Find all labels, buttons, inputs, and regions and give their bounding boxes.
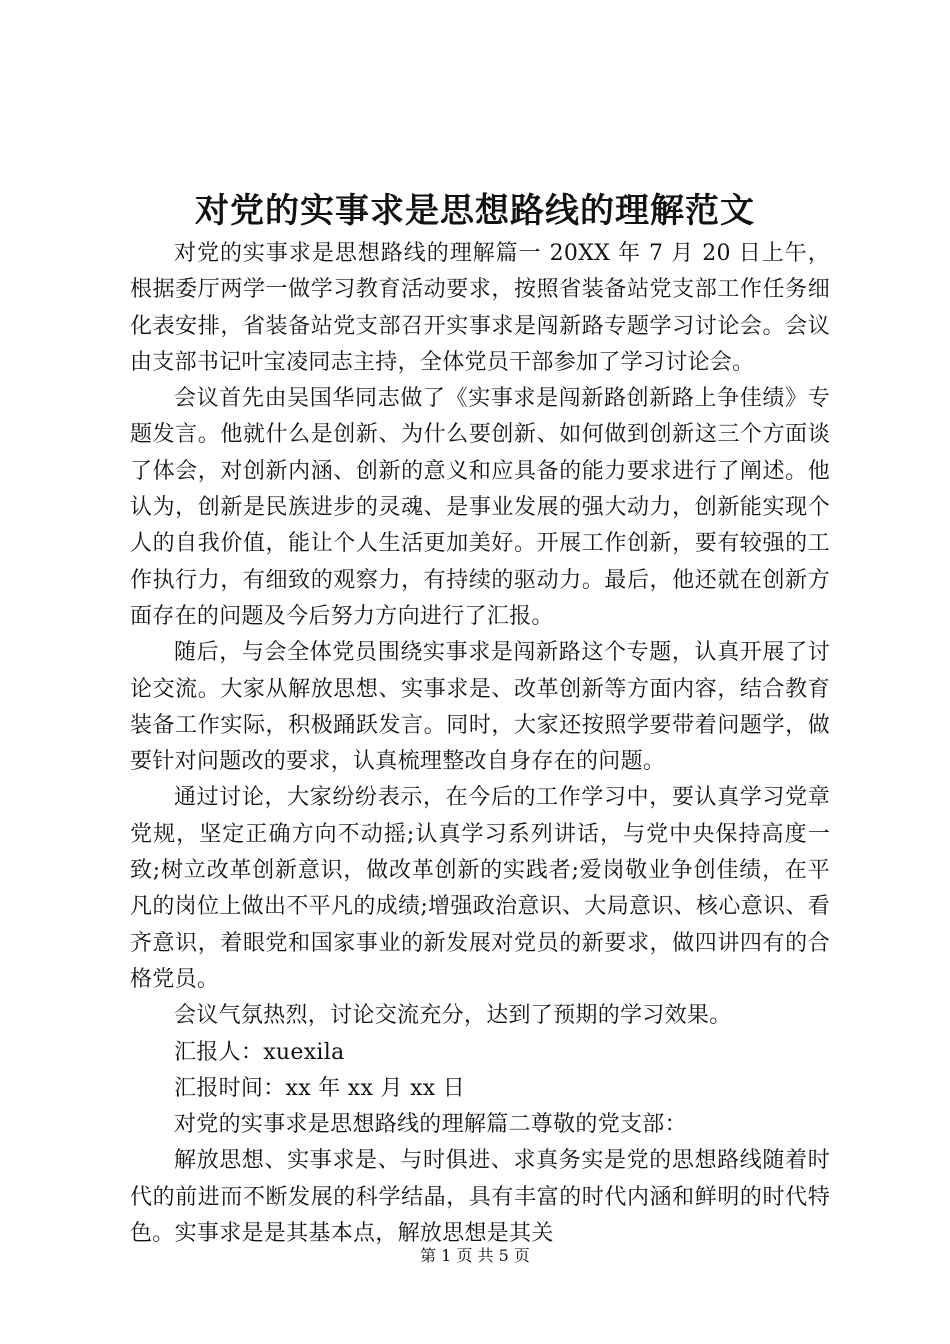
paragraph-1: 对党的实事求是思想路线的理解篇一 20XX 年 7 月 20 日上午，根据委厅两学一做学习教育活动要求，按照省装备站党支部工作任务细化表安排，省装备站党支部召开实事求是闯新路专题学习讨论会。会议由支部书记叶宝凌同志主持，全体党员干部参加了学习讨论会。 [130, 241, 830, 375]
paragraph-4: 通过讨论，大家纷纷表示，在今后的工作学习中，要认真学习党章党规，坚定正确方向不动摇;认真学习系列讲话，与党中央保持高度一致;树立改革创新意识，做改革创新的实践者;爱岗敬业争创佳绩，在平凡的岗位上做出不平凡的成绩;增强政治意识、大局意识、核心意识、看齐意识，着眼党和国家事业的新发展对党员的新要求，做四讲四有的合格党员。 [130, 785, 830, 992]
report-date-line: 汇报时间：xx 年 xx 月 xx 日 [174, 1075, 466, 1101]
reporter-line: 汇报人：xuexila [174, 1039, 345, 1065]
paragraph-2: 会议首先由吴国华同志做了《实事求是闯新路创新路上争佳绩》专题发言。他就什么是创新、为什么要创新、如何做到创新这三个方面谈了体会，对创新内涵、创新的意义和应具备的能力要求进行了阐述。他认为，创新是民族进步的灵魂、是事业发展的强大动力，创新能实现个人的自我价值，能让个人生活更加美好。开展工作创新，要有较强的工作执行力，有细致的观察力，有持续的驱动力。最后，他还就在创新方面存在的问题及今后努力方向进行了汇报。 [130, 386, 830, 629]
paragraph-part-two-heading: 对党的实事求是思想路线的理解篇二尊敬的党支部： [174, 1112, 687, 1138]
document-body [130, 236, 830, 1252]
paragraph-9: 解放思想、实事求是、与时俱进、求真务实是党的思想路线随着时代的前进而不断发展的科学结晶，具有丰富的时代内涵和鲜明的时代特色。实事求是是其基本点，解放思想是其关 [130, 1148, 830, 1247]
document-title: 对党的实事求是思想路线的理解范文 [195, 191, 755, 231]
paragraph-5: 会议气氛热烈，讨论交流充分，达到了预期的学习效果。 [174, 1003, 732, 1029]
paragraph-3: 随后，与会全体党员围绕实事求是闯新路这个专题，认真开展了讨论交流。大家从解放思想、实事求是、改革创新等方面内容，结合教育装备工作实际，积极踊跃发言。同时，大家还按照学要带着问题学，做要针对问题改的要求，认真梳理整改自身存在的问题。 [130, 640, 830, 775]
page-footer: 第 1 页 共 5 页 [420, 1246, 530, 1265]
